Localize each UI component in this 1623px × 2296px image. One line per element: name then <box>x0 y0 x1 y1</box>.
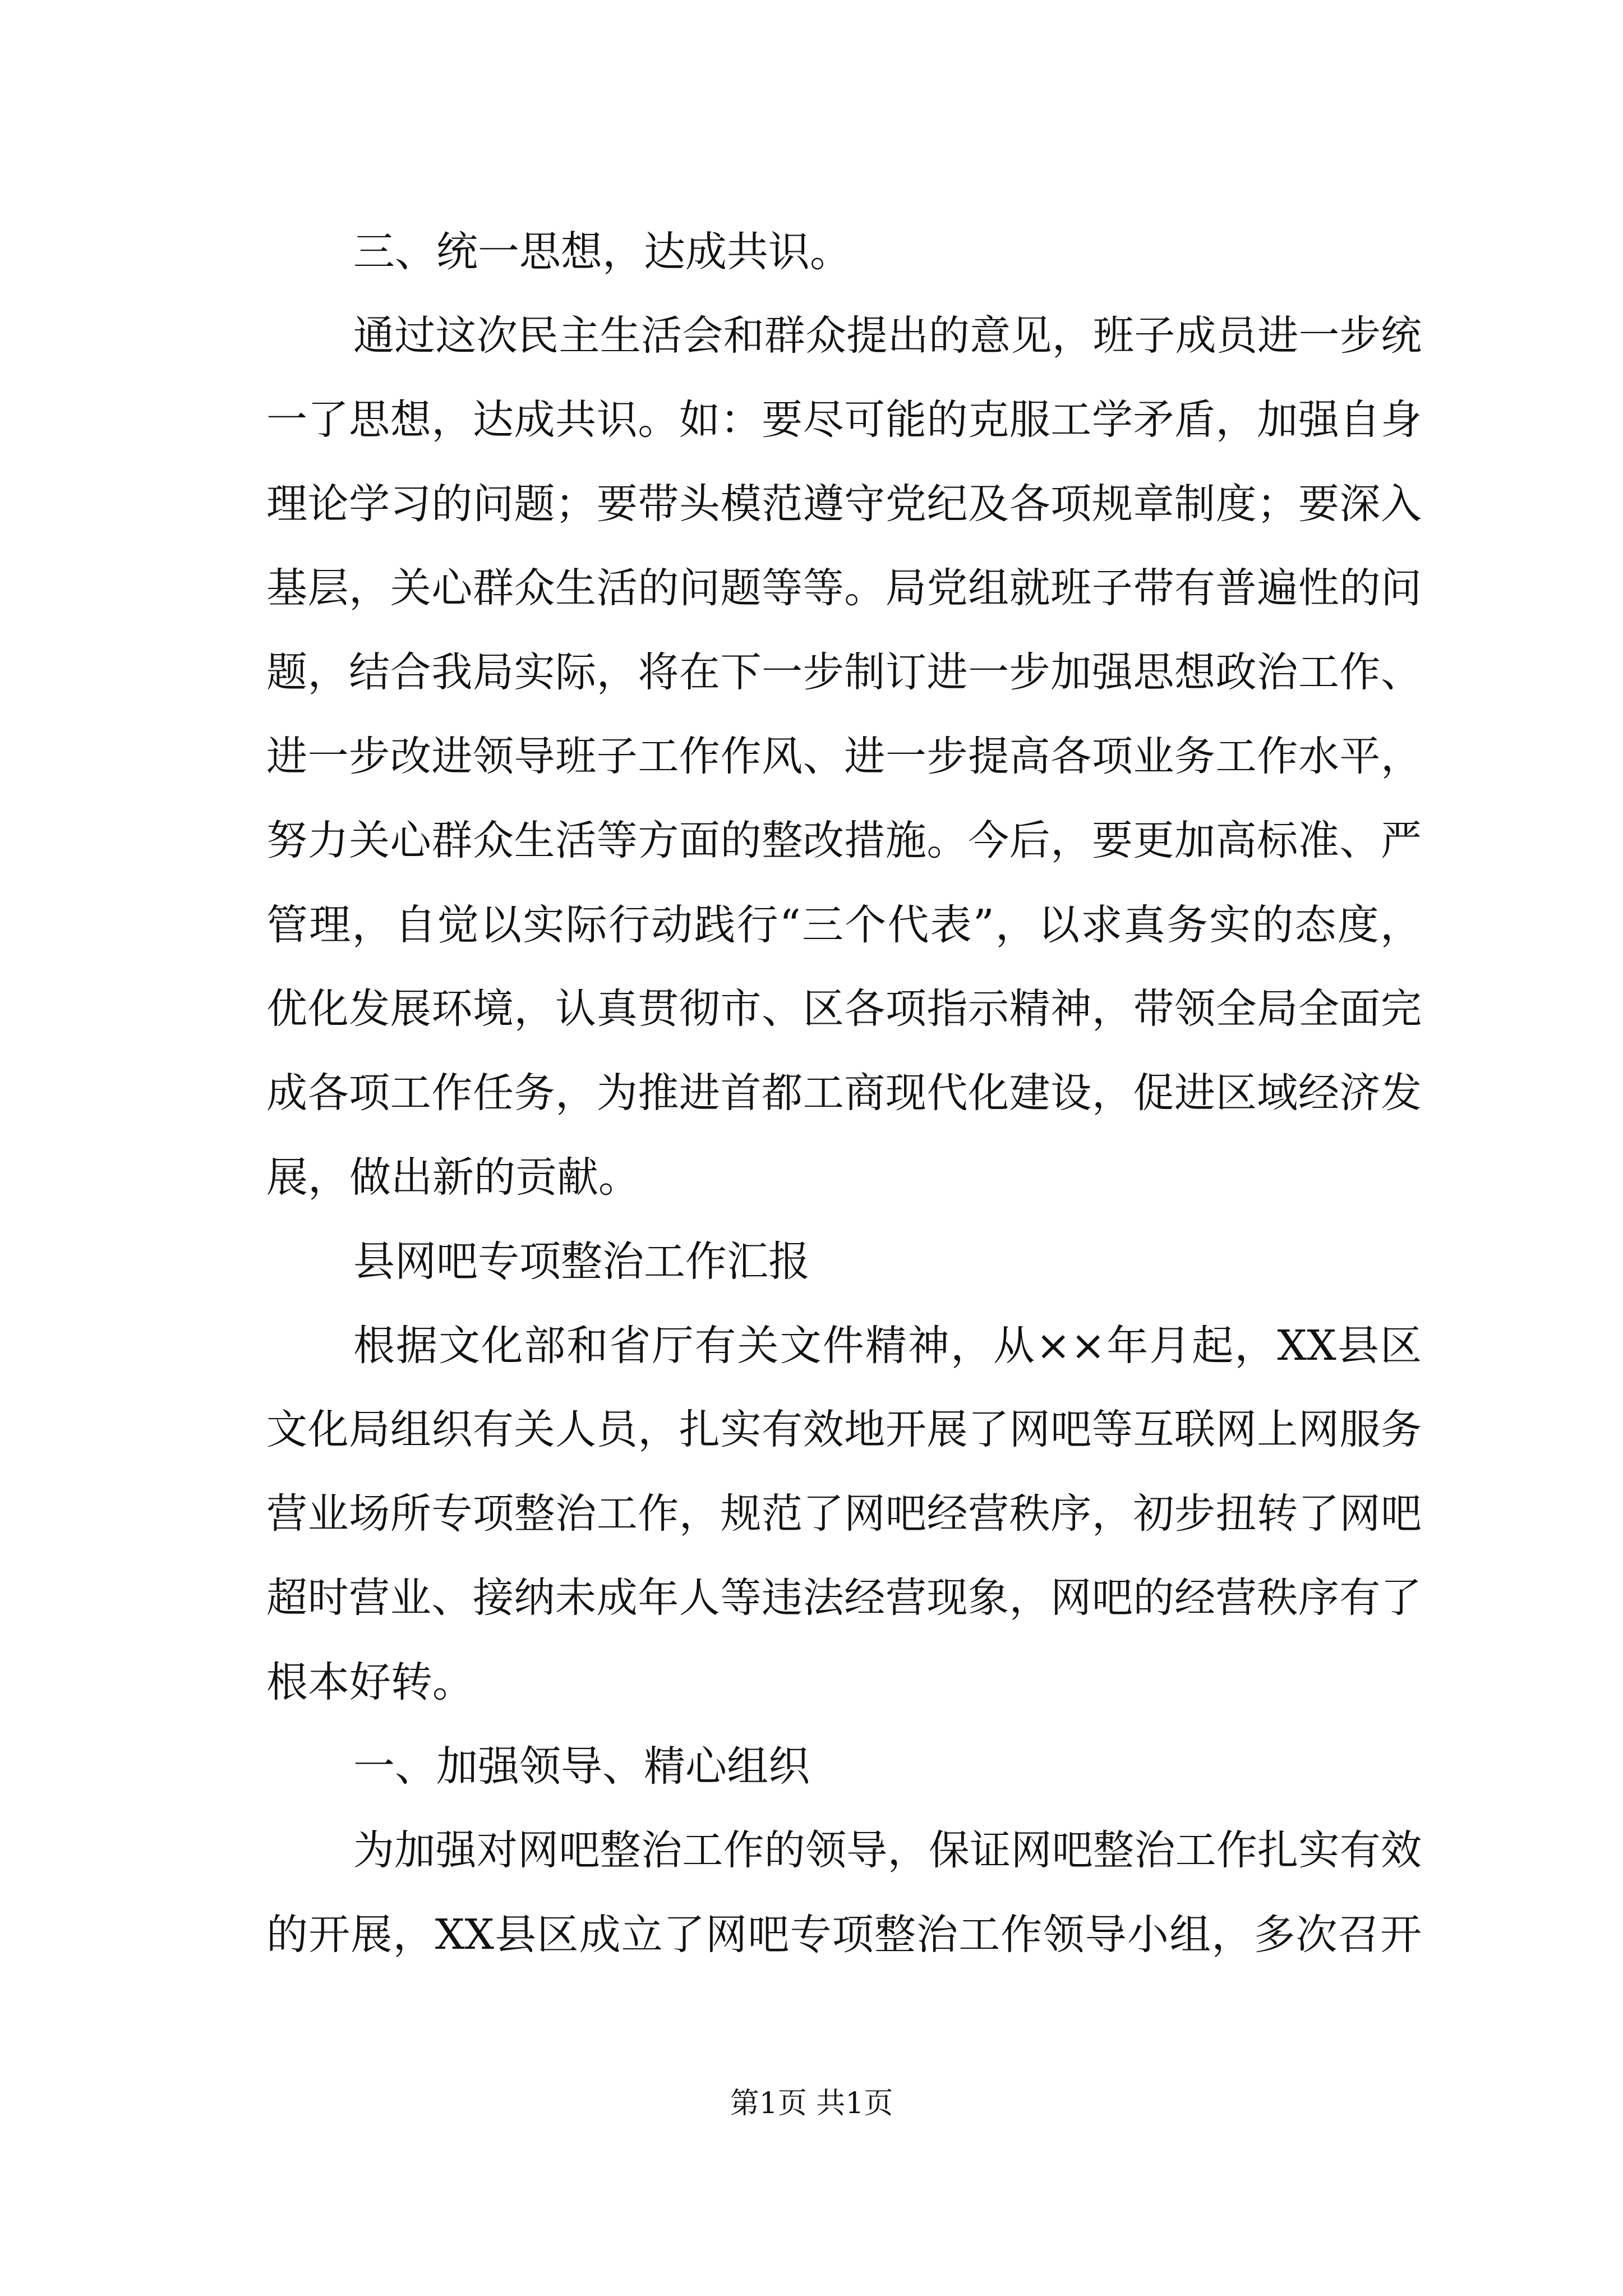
text-line: 题，结合我局实际，将在下一步制订进一步加强思想政治工作、 <box>266 648 1422 696</box>
text-line: 努力关心群众生活等方面的整改措施。今后，要更加高标准、严 <box>266 817 1422 864</box>
page-footer: 第1页 共1页 <box>730 2087 893 2120</box>
text-line: 文化局组织有关人员，扎实有效地开展了网吧等互联网上网服务 <box>266 1406 1422 1453</box>
text-line: 理论学习的问题；要带头模范遵守党纪及各项规章制度；要深入 <box>266 480 1422 528</box>
text-line: 展，做出新的贡献。 <box>266 1153 640 1202</box>
text-line: 的开展，XX县区成立了网吧专项整治工作领导小组，多次召开 <box>266 1911 1422 1959</box>
text-line: 三、统一思想，达成共识。 <box>353 228 851 276</box>
text-line: 超时营业、接纳未成年人等违法经营现象，网吧的经营秩序有了 <box>266 1574 1422 1622</box>
text-line: 基层，关心群众生活的问题等等。局党组就班子带有普遍性的问 <box>266 564 1422 612</box>
text-line: 优化发展环境，认真贯彻市、区各项指示精神，带领全局全面完 <box>266 985 1422 1033</box>
text-line: 根据文化部和省厅有关文件精神，从××年月起，XX县区 <box>353 1322 1422 1370</box>
text-line: 通过这次民主生活会和群众提出的意见，班子成员进一步统 <box>353 312 1422 360</box>
text-line: 为加强对网吧整治工作的领导，保证网吧整治工作扎实有效 <box>353 1826 1422 1874</box>
text-line: 根本好转。 <box>266 1658 474 1706</box>
document-body <box>266 210 1422 1977</box>
text-line: 成各项工作任务，为推进首都工商现代化建设，促进区域经济发 <box>266 1069 1422 1117</box>
text-line: 管理，自觉以实际行动践行“三个代表”，以求真务实的态度， <box>266 901 1422 949</box>
text-line: 一了思想，达成共识。如：要尽可能的克服工学矛盾，加强自身 <box>266 396 1422 444</box>
text-line: 一、加强领导、精心组织 <box>353 1742 810 1791</box>
text-line: 营业场所专项整治工作，规范了网吧经营秩序，初步扭转了网吧 <box>266 1490 1422 1538</box>
text-line: 进一步改进领导班子工作作风、进一步提高各项业务工作水平， <box>266 733 1422 780</box>
text-line: 县网吧专项整治工作汇报 <box>353 1237 810 1286</box>
